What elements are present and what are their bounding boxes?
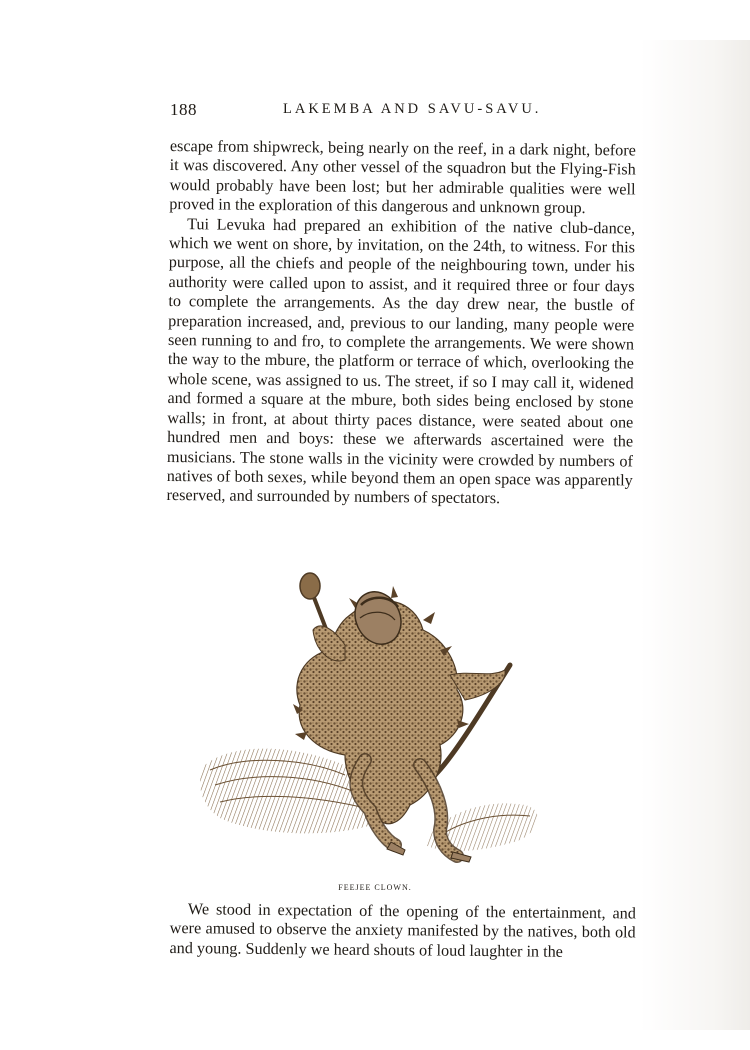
running-title: LAKEMBA AND SAVU-SAVU. [283,101,542,117]
feejee-clown-engraving [195,560,555,880]
page-edge-shadow [640,40,750,1030]
body-text-bottom [169,900,636,963]
page-header [170,100,640,122]
body-text-top [166,137,636,510]
paragraph-continued: escape from shipwreck, being nearly on the reef, in a dark night, before it was discovered. Any other vessel of the squadron but the Flying-Fish would probably have been lost; but her admirable qualities were well proved in the exploration of this dangerous and unknown group. [169,137,636,218]
paragraph-expectation: We stood in expectation of the opening of the entertainment, and were amused to observe the anxiety manifested by the natives, both old and young. Suddenly we heard shouts of loud laughter in the [169,900,636,961]
paragraph-club-dance: Tui Levuka had prepared an exhibition of the native club-dance, which we went on shore, by invitation, on the 24th, to witness. For this purpose, all the chiefs and people of the neighbouring town, under his authority were called upon to assist, and it required three or four days to complete the arrangements. As the day drew near, the bustle of preparation increased, and, previous to our landing, many people were seen running to and fro, to complete the arrangements. We were shown the way to the mbure, the platform or terrace of which, overlooking the whole scene, was assigned to us. The street, if so I may call it, widened and formed a square at the mbure, both sides being enclosed by stone walls; in front, at about thirty paces distance, were seated about one hundred men and boys: these we afterwards ascertained were the musicians. The stone walls in the vicinity were crowded by numbers of natives of both sexes, while beyond them an open space was apparently reserved, and surrounded by numbers of spectators. [166,214,636,508]
figure-caption: FEEJEE CLOWN. [338,883,412,892]
page-number: 188 [170,100,197,119]
